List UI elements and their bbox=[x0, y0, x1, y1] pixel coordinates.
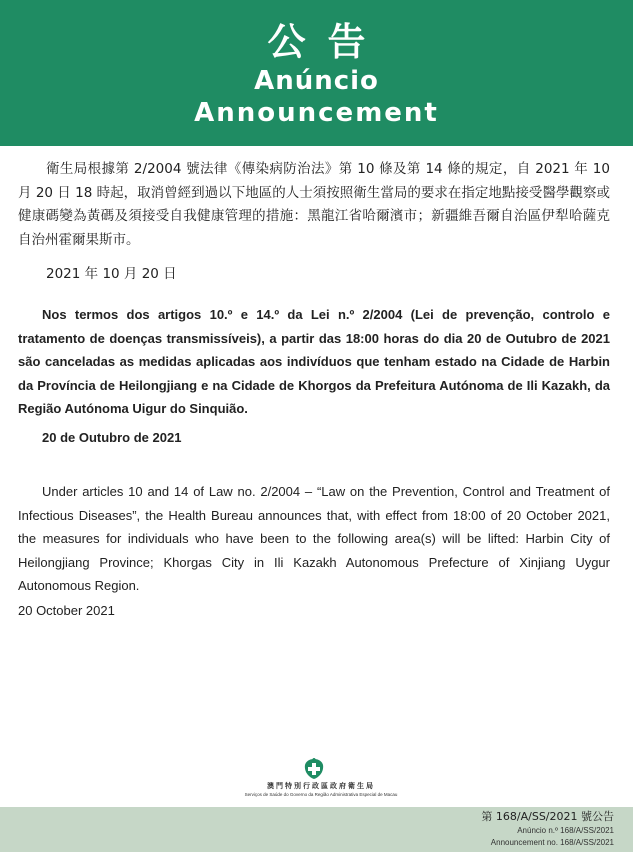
health-bureau-emblem-icon bbox=[303, 757, 325, 781]
reference-number-pt: Anúncio n.º 168/A/SS/2021 bbox=[517, 826, 614, 835]
date-pt: 20 de Outubro de 2021 bbox=[42, 430, 182, 445]
logo-name-pt: Serviços de Saúde do Governo da Região Administrativa Especial de Macau bbox=[244, 792, 398, 797]
logo-name-zh: 澳門特別行政區政府衛生局 bbox=[267, 782, 375, 790]
title-pt: Anúncio bbox=[254, 66, 379, 96]
title-zh: 公告 bbox=[267, 20, 388, 64]
date-en: 20 October 2021 bbox=[18, 603, 115, 618]
announcement-text-zh: 衛生局根據第 2/2004 號法律《傳染病防治法》第 10 條及第 14 條的規定，自 2021 年 10 月 20 日 18 時起，取消曾經到過以下地區的人士須按照衛生當局的要求在指定地點接受醫學觀察或健康碼變為黃碼及須接受自我健康管理的措施：黑龍江省哈爾濱市；新疆維吾爾自治區伊犁哈薩克自治州霍爾果斯市。 bbox=[18, 161, 610, 248]
health-bureau-logo bbox=[231, 757, 411, 801]
reference-number-en: Announcement no. 168/A/SS/2021 bbox=[490, 838, 614, 847]
announcement-text-pt: Nos termos dos artigos 10.º e 14.º da Lei n.º 2/2004 (Lei de prevenção, controlo e tratamento de doenças transmissíveis), a partir das 18:00 horas do dia 20 de Outubro de 2021 são canceladas as medidas aplicadas aos indivíduos que tenham estado na Cidade de Harbin da Província de Heilongjiang e na Cidade de Khorgos da Prefeitura Autónoma de Ili Kazakh, da Região Autónoma Uigur do Sinquião. bbox=[18, 307, 610, 416]
announcement-text-en: Under articles 10 and 14 of Law no. 2/2004 – “Law on the Prevention, Control and Treatment of Infectious Diseases”, the Health Bureau announces that, with effect from 18:00 of 20 October 2021, the measures for individuals who have been to the following area(s) will be lifted: Harbin City of Heilongjiang Province; Khorgas City in Ili Kazakh Autonomous Prefecture of Xinjiang Uygur Autonomous Region. bbox=[18, 484, 610, 593]
reference-number-zh: 第 168/A/SS/2021 號公告 bbox=[481, 810, 614, 823]
header-banner bbox=[0, 0, 633, 146]
date-zh: 2021 年 10 月 20 日 bbox=[46, 266, 177, 282]
title-en: Announcement bbox=[194, 98, 439, 128]
